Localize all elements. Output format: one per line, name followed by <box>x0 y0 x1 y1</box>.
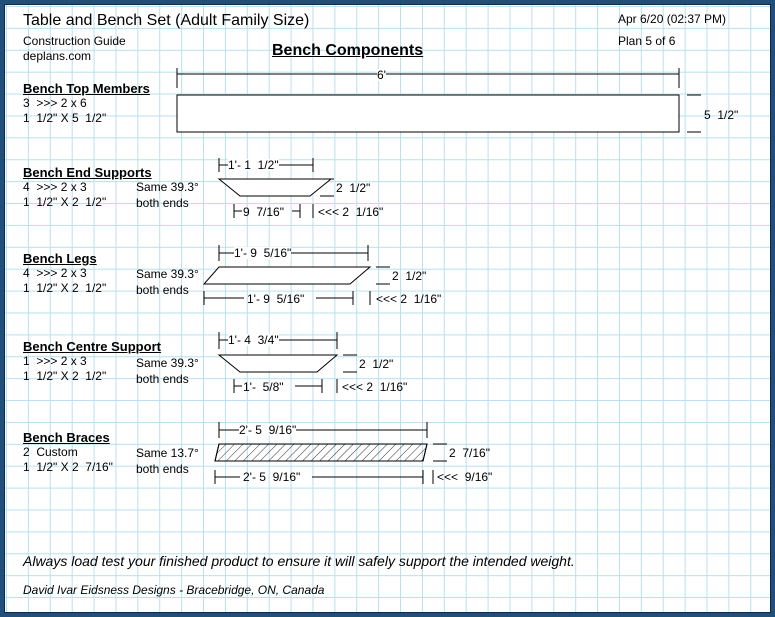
component-name: Bench Top Members <box>23 81 150 96</box>
component-angle: Same 13.7° <box>136 446 199 460</box>
component-name: Bench End Supports <box>23 165 152 180</box>
dim-bottom: 9 7/16" <box>243 205 284 219</box>
component-size: 1 1/2" X 2 1/2" <box>23 281 107 295</box>
dim-offset: <<< 2 1/16" <box>376 292 442 306</box>
component-angle: Same 39.3° <box>136 356 199 370</box>
dim-height: 5 1/2" <box>704 108 739 122</box>
dim-height: 2 1/2" <box>359 357 394 371</box>
dim-length: 6' <box>377 68 386 82</box>
component-ends: both ends <box>136 196 189 210</box>
bench-top-drawing <box>177 68 701 132</box>
component-qty: 4 >>> 2 x 3 <box>23 266 87 280</box>
dim-offset: <<< 9/16" <box>437 470 493 484</box>
component-ends: both ends <box>136 462 189 476</box>
component-size: 1 1/2" X 5 1/2" <box>23 111 107 125</box>
component-ends: both ends <box>136 372 189 386</box>
dim-top: 1'- 1 1/2" <box>228 158 279 172</box>
dim-bottom: 2'- 5 9/16" <box>243 470 301 484</box>
dim-bottom: 1'- 9 5/16" <box>247 292 305 306</box>
component-angle: Same 39.3° <box>136 180 199 194</box>
component-ends: both ends <box>136 283 189 297</box>
dim-top: 1'- 4 3/4" <box>228 333 279 347</box>
component-name: Bench Legs <box>23 251 97 266</box>
dim-offset: <<< 2 1/16" <box>342 380 408 394</box>
dim-bottom: 1'- 5/8" <box>243 380 284 394</box>
component-qty: 3 >>> 2 x 6 <box>23 96 87 110</box>
component-name: Bench Centre Support <box>23 339 161 354</box>
component-qty: 2 Custom <box>23 445 78 459</box>
safety-warning: Always load test your finished product to ensure it will safely support the intended weight. <box>23 553 575 569</box>
dim-height: 2 7/16" <box>449 446 490 460</box>
component-angle: Same 39.3° <box>136 267 199 281</box>
dim-height: 2 1/2" <box>336 181 371 195</box>
component-name: Bench Braces <box>23 430 110 445</box>
dim-height: 2 1/2" <box>392 269 427 283</box>
dim-offset: <<< 2 1/16" <box>318 205 384 219</box>
component-qty: 1 >>> 2 x 3 <box>23 354 87 368</box>
plan-page-number: Plan 5 of 6 <box>618 34 676 48</box>
dim-top: 2'- 5 9/16" <box>239 423 297 437</box>
designer-credit: David Ivar Eidsness Designs - Bracebridge, ON, Canada <box>23 583 325 597</box>
plan-date: Apr 6/20 (02:37 PM) <box>618 12 727 26</box>
component-size: 1 1/2" X 2 1/2" <box>23 195 107 209</box>
plan-subtitle: Construction Guide <box>23 34 126 48</box>
plan-website: deplans.com <box>23 49 92 63</box>
component-size: 1 1/2" X 2 1/2" <box>23 369 107 383</box>
section-title: Bench Components <box>272 42 424 59</box>
plan-title: Table and Bench Set (Adult Family Size) <box>23 12 310 29</box>
component-size: 1 1/2" X 2 7/16" <box>23 460 113 474</box>
dim-top: 1'- 9 5/16" <box>234 246 292 260</box>
component-qty: 4 >>> 2 x 3 <box>23 180 87 194</box>
